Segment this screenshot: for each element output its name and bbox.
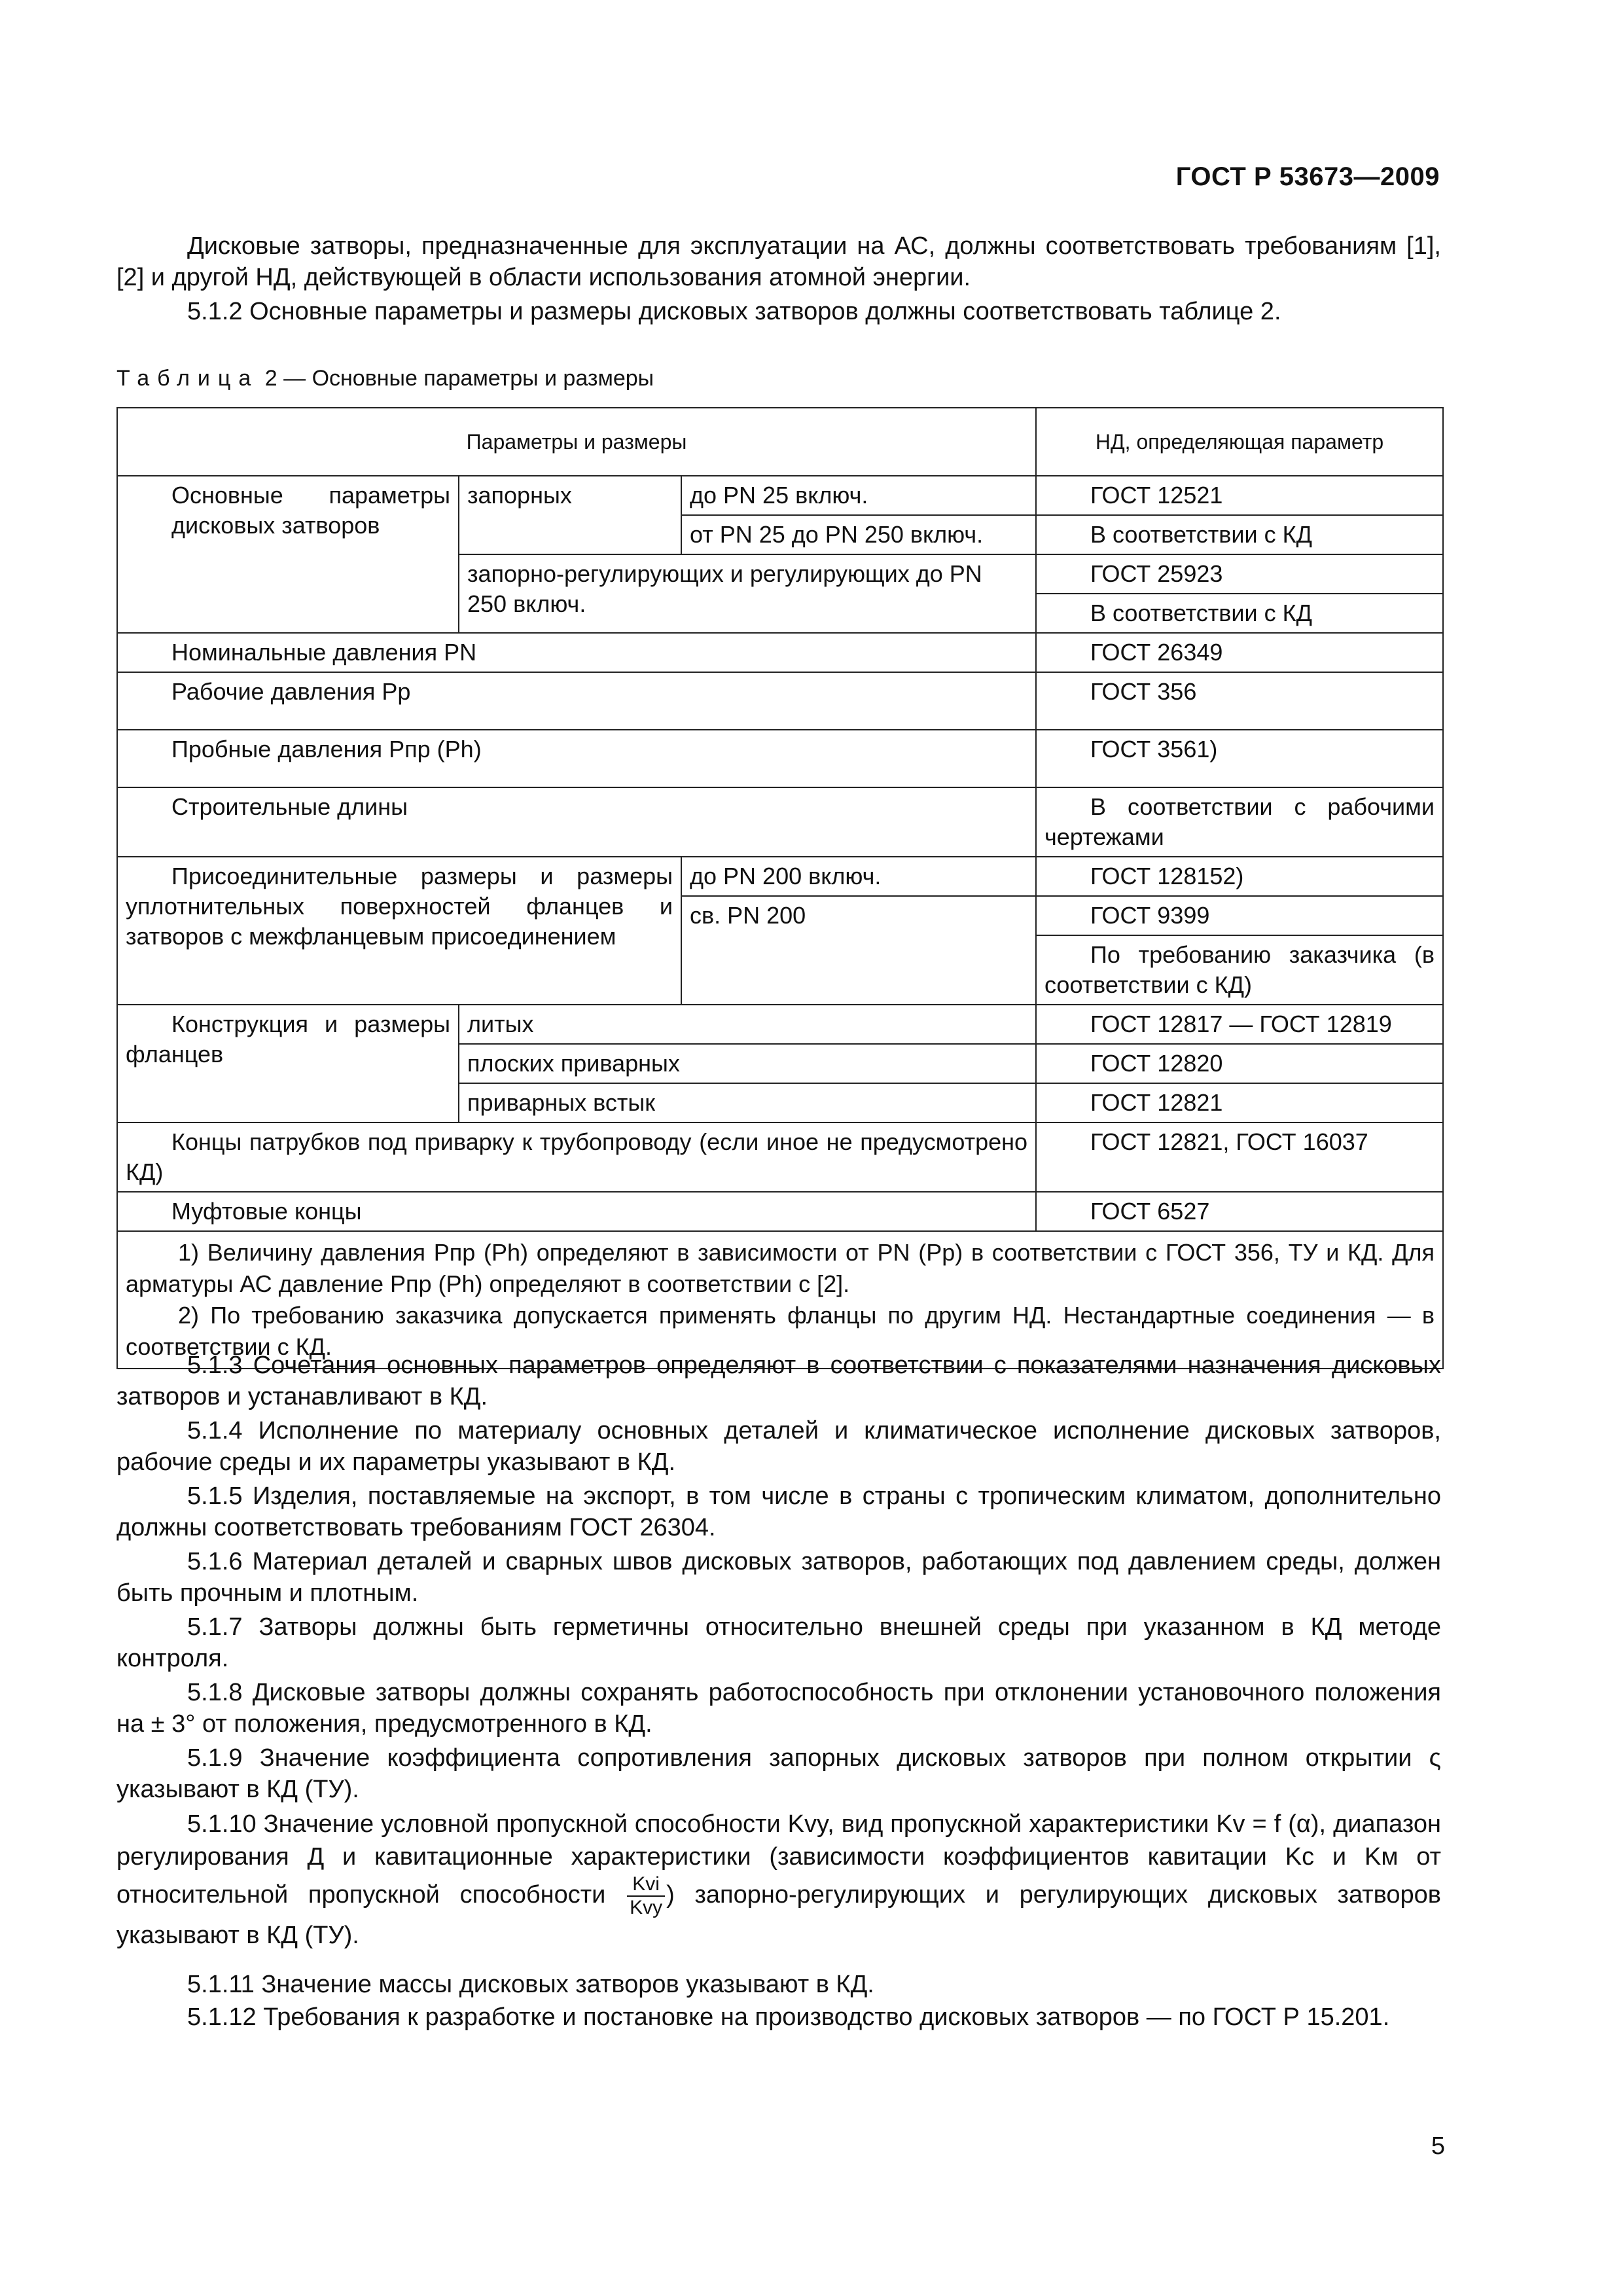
paragraph-5-1-9 [116, 1742, 1441, 1805]
paragraph-5-1-7-text: 5.1.7 Затворы должны быть герметичны относительно внешней среды при указанном в КД методе контроля. [116, 1613, 1441, 1672]
intro-paragraph-1 [116, 230, 1441, 293]
paragraph-5-1-3-text: 5.1.3 Сочетания основных параметров определяют в соответствии с показателями назначения дисковых затворов и устанавливают в КД. [116, 1352, 1441, 1410]
per-drawings-cell: В соответствии с рабочими чертежами [1036, 787, 1443, 857]
gost12817-cell: ГОСТ 12817 — ГОСТ 12819 [1036, 1005, 1443, 1044]
parameters-table [116, 407, 1444, 1369]
lengths-cell: Строительные длины [117, 787, 1036, 857]
flanges-cell: Конструкция и размеры фланцев [117, 1005, 459, 1122]
gost26349-cell: ГОСТ 26349 [1036, 633, 1443, 672]
gost12821-16037-cell: ГОСТ 12821, ГОСТ 16037 [1036, 1122, 1443, 1192]
fraction-denominator: Kvy [630, 1897, 663, 1918]
relative-capacity-fraction [627, 1873, 665, 1919]
table-row [117, 476, 1443, 515]
gost356-fn-cell: ГОСТ 3561) [1036, 730, 1443, 787]
paragraph-5-1-5-text: 5.1.5 Изделия, поставляемые на экспорт, в том числе в страны с тропическим климатом, дополнительно должны соответствовать требованиям ГОСТ 26304. [116, 1482, 1441, 1541]
working-cell: Рабочие давления Pр [117, 672, 1036, 730]
gost6527-cell: ГОСТ 6527 [1036, 1192, 1443, 1231]
fraction-numerator: Kvi [627, 1873, 665, 1897]
table-caption [116, 364, 654, 393]
table-caption-label: Таблица [116, 366, 259, 391]
paragraph-5-1-11 [116, 1969, 1441, 2000]
regulating-cell: запорно-регулирующих и регулирующих до PN 250 включ. [459, 554, 1036, 633]
shutoff-cell: запорных [459, 476, 681, 554]
per-customer-cell: По требованию заказчика (в соответствии с КД) [1036, 935, 1443, 1005]
paragraph-5-1-10-text: 5.1.10 Значение условной пропускной способности Kvy, вид пропускной характеристики Kv = f (α), диапазон регулирования Д и кавитационные характеристики (зависимости коэффициентов кавитации Kc и Kм от относительной пропускной способности [116, 1810, 1441, 1909]
footnote-2-text: 2) По требованию заказчика допускается применять фланцы по другим НД. Нестандартные соединения — в соответствии с КД. [126, 1302, 1435, 1360]
paragraph-5-1-10-text-end: ) запорно-регулирующих и регулирующих дисковых затворов указывают в КД (ТУ). [116, 1881, 1441, 1949]
gost12820-cell: ГОСТ 12820 [1036, 1044, 1443, 1083]
nominal-cell: Номинальные давления PN [117, 633, 1036, 672]
test-cell: Пробные давления Pпр (Ph) [117, 730, 1036, 787]
table-row [117, 857, 1443, 896]
coupling-cell: Муфтовые концы [117, 1192, 1036, 1231]
paragraph-5-1-3 [116, 1350, 1441, 1412]
cast-cell: литых [459, 1005, 1036, 1044]
connecting-cell: Присоединительные размеры и размеры уплотнительных поверхностей фланцев и затворов с межфланцевым присоединением [117, 857, 681, 1005]
table-row [117, 1192, 1443, 1231]
table-row [117, 1005, 1443, 1044]
paragraph-5-1-12 [116, 2001, 1441, 2033]
intro-text-1: Дисковые затворы, предназначенные для эксплуатации на АС, должны соответствовать требованиям [1], [2] и другой НД, действующей в области использования атомной энергии. [116, 232, 1441, 291]
paragraph-5-1-11-text: 5.1.11 Значение массы дисковых затворов указывают в КД. [187, 1971, 874, 1998]
page-number: 5 [1431, 2132, 1445, 2160]
gost25923-cell: ГОСТ 25923 [1036, 554, 1443, 594]
paragraph-5-1-6-text: 5.1.6 Материал деталей и сварных швов дисковых затворов, работающих под давлением среды, должен быть прочным и плотным. [116, 1548, 1441, 1607]
gost9399-cell: ГОСТ 9399 [1036, 896, 1443, 935]
gost12521-cell: ГОСТ 12521 [1036, 476, 1443, 515]
pipe-ends-cell: Концы патрубков под приварку к трубопроводу (если иное не предусмотрено КД) [117, 1122, 1036, 1192]
table-footnotes [117, 1231, 1443, 1369]
table-row [117, 730, 1443, 787]
gost12821-cell: ГОСТ 12821 [1036, 1083, 1443, 1122]
table-row [117, 633, 1443, 672]
paragraph-5-1-12-text: 5.1.12 Требования к разработке и постановке на производство дисковых затворов — по ГОСТ Р 15.201. [187, 2003, 1390, 2031]
paragraph-5-1-5 [116, 1480, 1441, 1543]
footnote-1 [126, 1237, 1435, 1300]
above200-cell: св. PN 200 [681, 896, 1036, 1005]
table-row [117, 672, 1443, 730]
document-id: ГОСТ Р 53673—2009 [1175, 162, 1440, 191]
paragraph-5-1-9-text: 5.1.9 Значение коэффициента сопротивления запорных дисковых затворов при полном открытии ς указывают в КД (ТУ). [116, 1744, 1441, 1803]
intro-text-2: 5.1.2 Основные параметры и размеры дисковых затворов должны соответствовать таблице 2. [187, 298, 1281, 325]
upto200-cell: до PN 200 включ. [681, 857, 1036, 896]
paragraph-5-1-4 [116, 1415, 1441, 1478]
paragraph-5-1-8-text: 5.1.8 Дисковые затворы должны сохранять работоспособность при отклонении установочного положения на ± 3° от положения, предусмотренного в КД. [116, 1679, 1441, 1738]
gost12815-cell: ГОСТ 128152) [1036, 857, 1443, 896]
table-caption-title: 2 — Основные параметры и размеры [264, 366, 654, 391]
butt-welded-cell: приварных встык [459, 1083, 1036, 1122]
table-header-row [117, 408, 1443, 476]
header-nd: НД, определяющая параметр [1036, 408, 1443, 476]
intro-paragraph-2 [116, 296, 1441, 327]
paragraph-5-1-6 [116, 1546, 1441, 1609]
paragraph-5-1-8 [116, 1677, 1441, 1740]
header-params: Параметры и размеры [117, 408, 1036, 476]
table-row [117, 787, 1443, 857]
table-row [117, 1122, 1443, 1192]
gost356-cell: ГОСТ 356 [1036, 672, 1443, 730]
paragraph-5-1-4-text: 5.1.4 Исполнение по материалу основных деталей и климатическое исполнение дисковых затворов, рабочие среды и их параметры указывают в КД. [116, 1417, 1441, 1476]
paragraph-5-1-7 [116, 1611, 1441, 1674]
flat-welded-cell: плоских приварных [459, 1044, 1036, 1083]
main-params-cell: Основные параметры дисковых затворов [117, 476, 459, 633]
upto25-cell: до PN 25 включ. [681, 476, 1036, 515]
from25to250-cell: от PN 25 до PN 250 включ. [681, 515, 1036, 554]
table-footnotes-row [117, 1231, 1443, 1369]
per-kd-cell-2: В соответствии с КД [1036, 594, 1443, 633]
per-kd-cell-1: В соответствии с КД [1036, 515, 1443, 554]
paragraph-5-1-10 [116, 1808, 1441, 1952]
footnote-1-text: 1) Величину давления Pпр (Ph) определяют в зависимости от PN (Pр) в соответствии с ГОСТ 356, ТУ и КД. Для арматуры АС давление Pпр (Ph) определяют в соответствии с [2]. [126, 1239, 1435, 1297]
